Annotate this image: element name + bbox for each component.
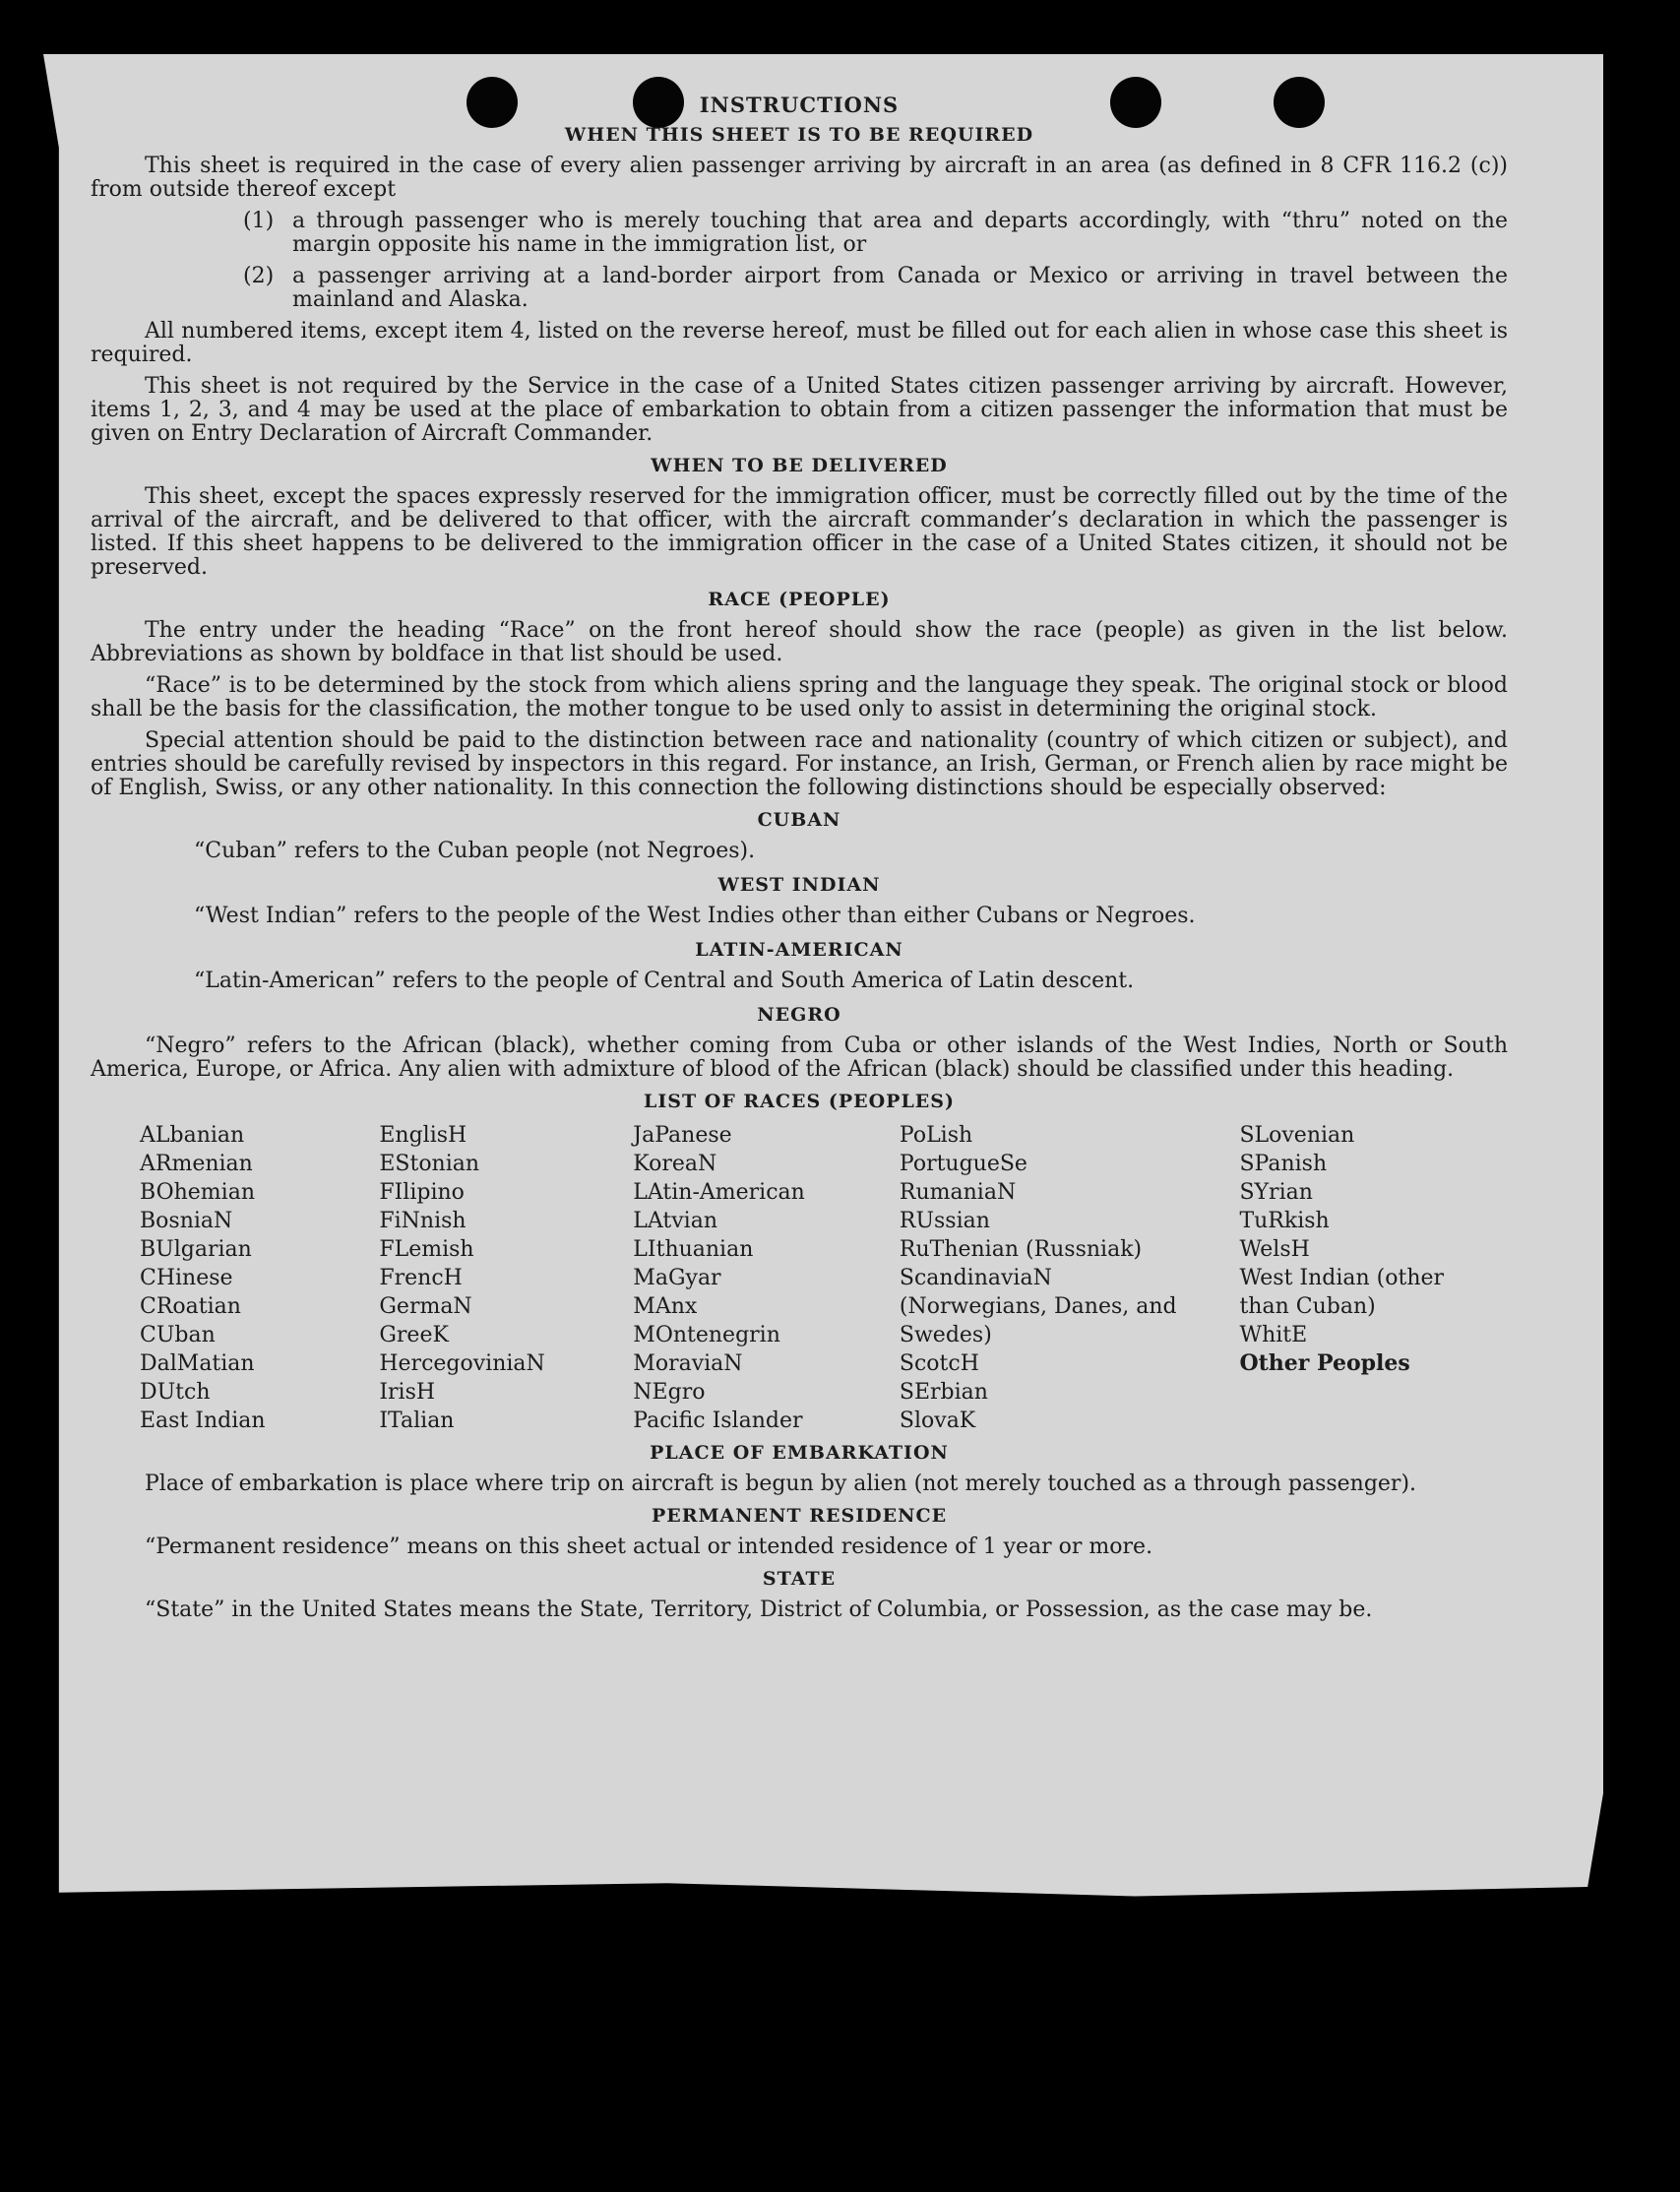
paragraph: “Race” is to be determined by the stock from which aliens spring and the language they speak. The original stock or blood shall be the basis for the classification, the mother tongue to be used only to assist in determining the original stock. [91, 673, 1508, 721]
section-heading: NEGRO [757, 1004, 841, 1026]
instructions-body [91, 94, 1508, 1630]
race-item: Pacific Islander [633, 1409, 803, 1433]
race-item: TuRkish [1239, 1209, 1330, 1233]
paragraph: Place of embarkation is place where trip on aircraft is begun by alien (not merely touched as a through passenger). [145, 1472, 1417, 1496]
paragraph: “State” in the United States means the State, Territory, District of Columbia, or Possession, as the case may be. [145, 1597, 1373, 1622]
race-item: GreeK [379, 1323, 449, 1347]
race-item: BUlgarian [140, 1237, 252, 1262]
race-item: SlovaK [899, 1409, 976, 1433]
section-heading: STATE [762, 1568, 837, 1590]
race-item: HercegoviniaN [379, 1351, 545, 1376]
section-heading: CUBAN [757, 809, 841, 831]
section-heading: PLACE OF EMBARKATION [650, 1442, 949, 1464]
paragraph: This sheet is required in the case of every alien passenger arriving by aircraft in an area (as defined in 8 CFR 116.2 (c)) from outside thereof except [91, 154, 1508, 202]
race-item: DUtch [140, 1380, 211, 1405]
race-item: IrisH [379, 1380, 436, 1405]
paragraph: This sheet is not required by the Service in the case of a United States citizen passenger arriving by aircraft. However, items 1, 2, 3, and 4 may be used at the place of embarkation to obtain from a citizen passenger the information that must be given on Entry Declaration of Aircraft Commander. [91, 374, 1508, 446]
paragraph: Special attention should be paid to the distinction between race and nationality (country of which citizen or subject), and entries should be carefully revised by inspectors in this regard. For instance, an Irish, German, or French alien by race might be of English, Swiss, or any other nationality. In this connection the following distinctions should be especially observed: [91, 728, 1508, 800]
race-item: BOhemian [140, 1180, 255, 1205]
clause-number: (1) [243, 209, 275, 233]
race-item: DalMatian [140, 1351, 255, 1376]
race-item: PoLish [899, 1123, 973, 1148]
clause-text: a passenger arriving at a land-border airport from Canada or Mexico or arriving in travel between the mainland and Alaska. [292, 264, 1508, 312]
race-list [140, 1121, 1508, 1435]
race-item: East Indian [140, 1409, 266, 1433]
race-item: ALbanian [140, 1123, 245, 1148]
race-item: RumaniaN [899, 1180, 1017, 1205]
section-heading: WHEN THIS SHEET IS TO BE REQUIRED [564, 124, 1034, 146]
race-item: FIlipino [379, 1180, 465, 1205]
race-item: SYrian [1239, 1180, 1313, 1205]
paragraph: The entry under the heading “Race” on the front hereof should show the race (people) as given in the list below. Abbreviations as shown by boldface in that list should be used. [91, 618, 1508, 666]
clause [91, 265, 1508, 312]
race-item: SLovenian [1239, 1123, 1355, 1148]
race-item: MOntenegrin [633, 1323, 780, 1347]
race-item: LIthuanian [633, 1237, 754, 1262]
race-item: MoraviaN [633, 1351, 743, 1376]
race-item: KoreaN [633, 1152, 717, 1176]
page-title: INSTRUCTIONS [699, 93, 900, 117]
section-heading: LIST OF RACES (PEOPLES) [644, 1091, 955, 1112]
race-item: JaPanese [633, 1123, 732, 1148]
race-item: SErbian [899, 1380, 988, 1405]
definition: “West Indian” refers to the people of the West Indies other than either Cubans or Negroes. [194, 904, 1196, 928]
race-item: EnglisH [379, 1123, 467, 1148]
definition: “Latin-American” refers to the people of Central and South America of Latin descent. [194, 969, 1135, 993]
race-item: FiNnish [379, 1209, 467, 1233]
race-item: ARmenian [140, 1152, 253, 1176]
race-item: NEgro [633, 1380, 706, 1405]
race-item: WhitE [1239, 1323, 1308, 1347]
race-item: BosniaN [140, 1209, 233, 1233]
race-item: PortugueSe [899, 1152, 1027, 1176]
race-item: RUssian [899, 1209, 990, 1233]
paragraph: “Permanent residence” means on this sheet actual or intended residence of 1 year or more. [145, 1534, 1153, 1559]
race-item: LAtin-American [633, 1180, 805, 1205]
race-item: West Indian (other than Cuban) [1239, 1266, 1445, 1319]
race-item: FrencH [379, 1266, 463, 1290]
paragraph: All numbered items, except item 4, listed on the reverse hereof, must be filled out for each alien in whose case this sheet is required. [91, 319, 1508, 367]
race-item: LAtvian [633, 1209, 717, 1233]
race-item: WelsH [1239, 1237, 1310, 1262]
race-column [900, 1121, 1240, 1435]
race-item: CHinese [140, 1266, 233, 1290]
race-item: Other Peoples [1239, 1350, 1410, 1376]
race-column [379, 1121, 633, 1435]
clause-number: (2) [243, 264, 275, 288]
clause-text: a through passenger who is merely touching that area and departs accordingly, with “thru” noted on the margin opposite his name in the immigration list, or [292, 209, 1508, 257]
race-item: FLemish [379, 1237, 474, 1262]
race-item: EStonian [379, 1152, 480, 1176]
race-column [633, 1121, 900, 1435]
race-item: MAnx [633, 1294, 698, 1319]
race-item: GermaN [379, 1294, 472, 1319]
clause [91, 210, 1508, 257]
race-item: SPanish [1239, 1152, 1328, 1176]
definition: “Cuban” refers to the Cuban people (not Negroes). [194, 839, 756, 863]
section-heading: LATIN-AMERICAN [695, 939, 903, 961]
race-item: ScandinaviaN (Norwegians, Danes, and Swedes) [899, 1266, 1177, 1347]
race-column [1239, 1121, 1508, 1435]
race-item: ScotcH [899, 1351, 979, 1376]
section-heading: PERMANENT RESIDENCE [651, 1505, 948, 1527]
section-heading: WEST INDIAN [717, 874, 881, 896]
race-item: ITalian [379, 1409, 455, 1433]
paragraph: This sheet, except the spaces expressly reserved for the immigration officer, must be correctly filled out by the time of the arrival of the aircraft, and be delivered to that officer, with the aircraft commander’s declaration in which the passenger is listed. If this sheet happens to be delivered to the immigration officer in the case of a United States citizen, it should not be preserved. [91, 484, 1508, 580]
race-item: CRoatian [140, 1294, 241, 1319]
race-item: RuThenian (Russniak) [899, 1237, 1143, 1262]
paragraph: “Negro” refers to the African (black), whether coming from Cuba or other islands of the West Indies, North or South America, Europe, or Africa. Any alien with admixture of blood of the African (black) should be classified under this heading. [91, 1033, 1508, 1082]
section-heading: RACE (PEOPLE) [708, 589, 891, 610]
race-item: MaGyar [633, 1266, 721, 1290]
race-item: CUban [140, 1323, 216, 1347]
race-column [140, 1121, 379, 1435]
section-heading: WHEN TO BE DELIVERED [651, 455, 948, 476]
